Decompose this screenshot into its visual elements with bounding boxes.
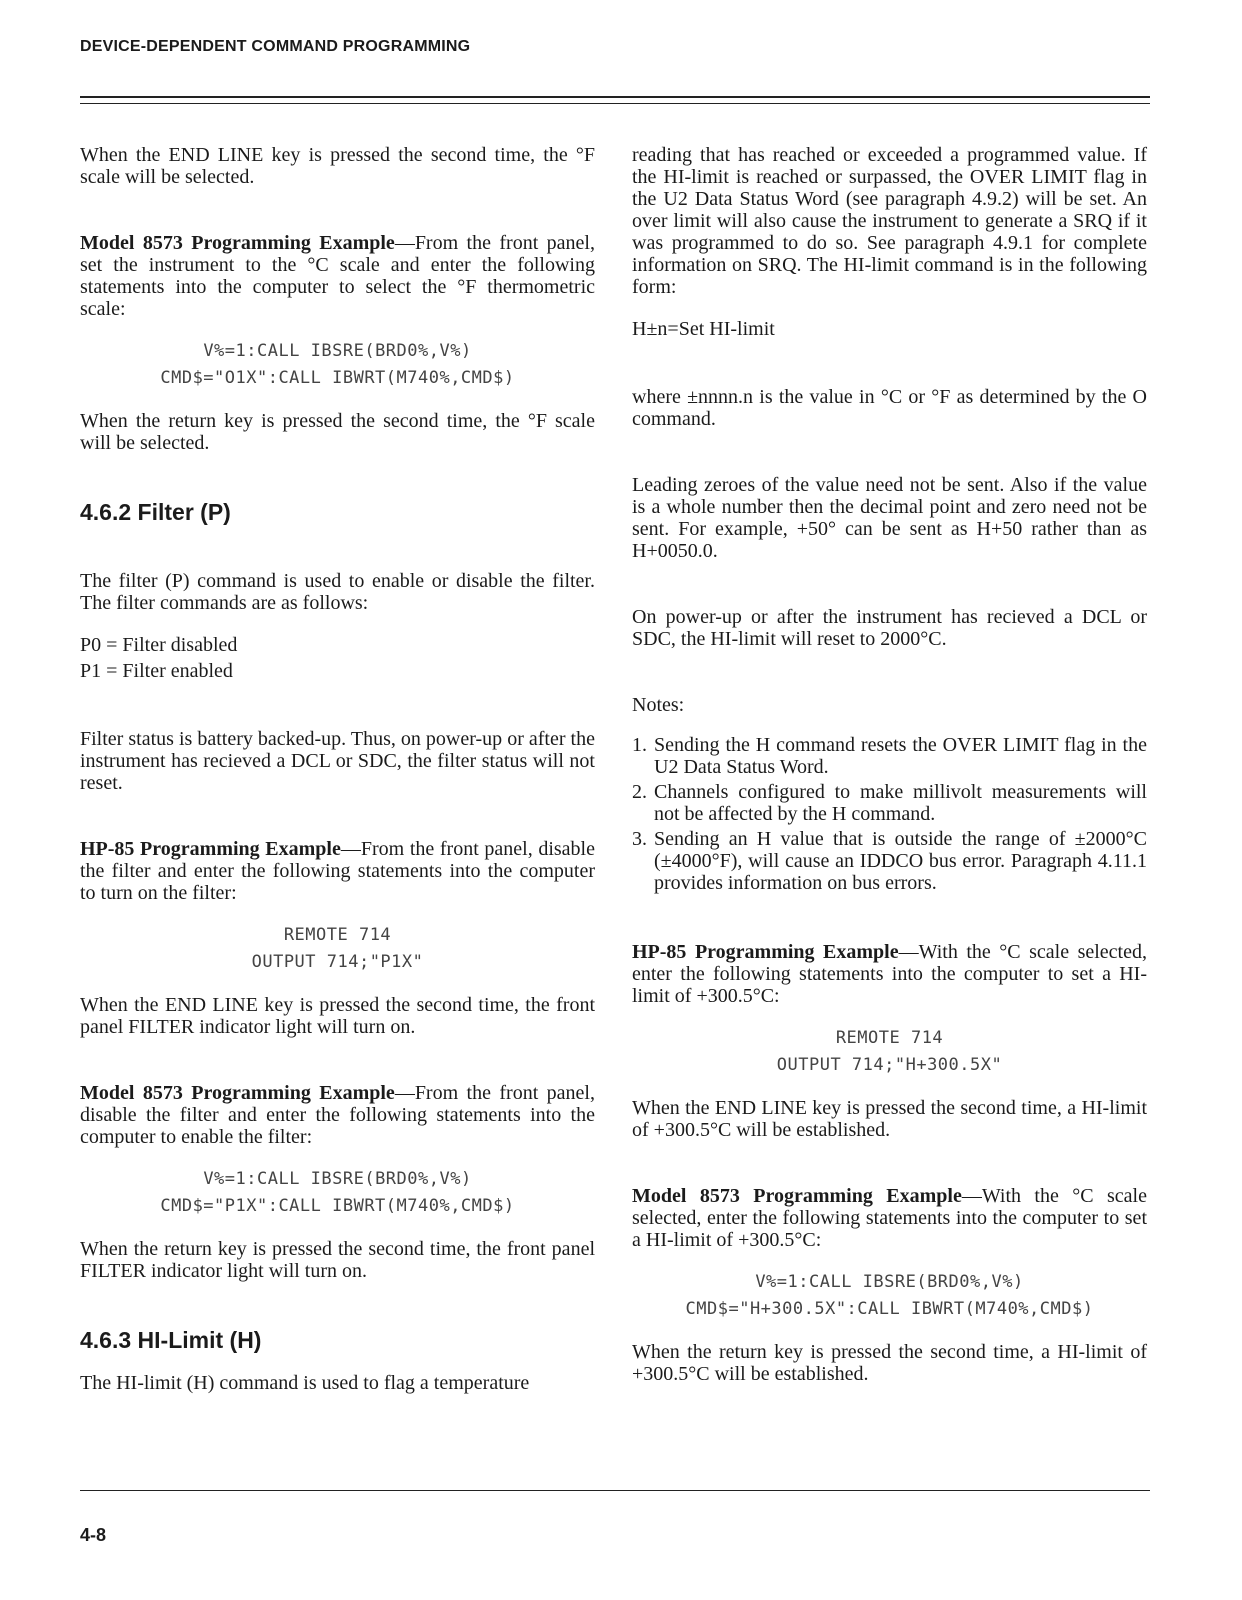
example-text: —With the °C scale selected, enter the following statements into the computer to set a HI-limit of +300.5°C: — [632, 1185, 1147, 1251]
header-rule-thin — [80, 103, 1150, 104]
paragraph: On power-up or after the instrument has recieved a DCL or SDC, the HI-limit will reset to 2000°C. — [632, 606, 1147, 650]
example-label: HP-85 Programming Example — [632, 941, 899, 963]
programming-example — [80, 232, 595, 320]
command-definition: H±n=Set HI-limit — [632, 318, 775, 340]
paragraph: When the return key is pressed the second time, a HI-limit of +300.5°C will be established. — [632, 1341, 1147, 1385]
paragraph: reading that has reached or exceeded a programmed value. If the HI-limit is reached or surpassed, the OVER LIMIT flag in the U2 Data Status Word (see paragraph 4.9.2) will be set. An over limit will also cause the instrument to generate a SRQ if it was programmed to do so. See paragraph 4.9.1 for complete information on SRQ. The HI-limit command is in the following form: — [632, 144, 1147, 298]
programming-example — [632, 941, 1147, 1007]
note-text: Sending an H value that is outside the range of ±2000°C (±4000°F), will cause an IDDCO bus error. Paragraph 4.11.1 provides information on bus errors. — [654, 828, 1147, 894]
code-line: V%=1:CALL IBSRE(BRD0%,V%) — [203, 1169, 472, 1189]
right-column — [632, 144, 1147, 1385]
example-text: —From the front panel, disable the filter and enter the following statements into the computer to turn on the filter: — [80, 838, 595, 904]
paragraph: When the END LINE key is pressed the second time, the °F scale will be selected. — [80, 144, 595, 188]
command-definition: P0 = Filter disabled — [80, 634, 238, 656]
notes-label: Notes: — [632, 694, 685, 716]
section-heading-filter: 4.6.2 Filter (P) — [80, 499, 231, 525]
note-text: Channels configured to make millivolt measurements will not be affected by the H command. — [654, 781, 1147, 825]
note-item — [632, 828, 1147, 894]
code-line: CMD$="H+300.5X":CALL IBWRT(M740%,CMD$) — [685, 1299, 1094, 1319]
paragraph: where ±nnnn.n is the value in °C or °F as determined by the O command. — [632, 386, 1147, 430]
programming-example — [80, 1082, 595, 1148]
paragraph: The HI-limit (H) command is used to flag a temperature — [80, 1372, 530, 1394]
code-line: V%=1:CALL IBSRE(BRD0%,V%) — [203, 341, 472, 361]
programming-example — [632, 1185, 1147, 1251]
example-label: HP-85 Programming Example — [80, 838, 341, 860]
paragraph: Filter status is battery backed-up. Thus, on power-up or after the instrument has recieved a DCL or SDC, the filter status will not reset. — [80, 728, 595, 794]
left-column — [80, 144, 595, 1394]
note-text: Sending the H command resets the OVER LIMIT flag in the U2 Data Status Word. — [654, 734, 1147, 778]
example-text: —From the front panel, set the instrument to the °C scale and enter the following statements into the computer to select the °F thermometric scale: — [80, 232, 595, 320]
notes-list — [632, 734, 1147, 894]
page-number: 4-8 — [80, 1525, 107, 1545]
code-line: REMOTE 714 — [283, 925, 392, 945]
code-line: CMD$="P1X":CALL IBWRT(M740%,CMD$) — [160, 1196, 515, 1216]
note-number: 3. — [632, 828, 647, 850]
example-label: Model 8573 Programming Example — [632, 1185, 962, 1207]
code-line: OUTPUT 714;"P1X" — [251, 952, 424, 972]
example-label: Model 8573 Programming Example — [80, 232, 395, 254]
paragraph: When the return key is pressed the second time, the front panel FILTER indicator light will turn on. — [80, 1238, 595, 1282]
note-item — [632, 781, 1147, 825]
paragraph: The filter (P) command is used to enable or disable the filter. The filter commands are as follows: — [80, 570, 595, 614]
note-number: 1. — [632, 734, 647, 756]
paragraph: When the END LINE key is pressed the second time, a HI-limit of +300.5°C will be established. — [632, 1097, 1147, 1141]
example-label: Model 8573 Programming Example — [80, 1082, 395, 1104]
code-line: V%=1:CALL IBSRE(BRD0%,V%) — [755, 1272, 1024, 1292]
header-rule-thick — [80, 96, 1150, 98]
paragraph: When the return key is pressed the second time, the °F scale will be selected. — [80, 410, 595, 454]
footer-rule — [80, 1490, 1150, 1491]
code-line: OUTPUT 714;"H+300.5X" — [776, 1055, 1003, 1075]
paragraph: Leading zeroes of the value need not be sent. Also if the value is a whole number then the decimal point and zero need not be sent. For example, +50° can be sent as H+50 rather than as H+0050.0. — [632, 474, 1147, 562]
command-definition: P1 = Filter enabled — [80, 660, 233, 682]
note-item — [632, 734, 1147, 778]
code-line: CMD$="O1X":CALL IBWRT(M740%,CMD$) — [160, 368, 515, 388]
note-number: 2. — [632, 781, 647, 803]
paragraph: When the END LINE key is pressed the second time, the front panel FILTER indicator light will turn on. — [80, 994, 595, 1038]
programming-example — [80, 838, 595, 904]
example-text: —From the front panel, disable the filter and enter the following statements into the computer to enable the filter: — [80, 1082, 595, 1148]
code-line: REMOTE 714 — [835, 1028, 944, 1048]
example-text: —With the °C scale selected, enter the following statements into the computer to set a HI-limit of +300.5°C: — [632, 941, 1147, 1007]
section-heading-hi-limit: 4.6.3 HI-Limit (H) — [80, 1327, 262, 1353]
running-header: DEVICE-DEPENDENT COMMAND PROGRAMMING — [80, 38, 471, 55]
